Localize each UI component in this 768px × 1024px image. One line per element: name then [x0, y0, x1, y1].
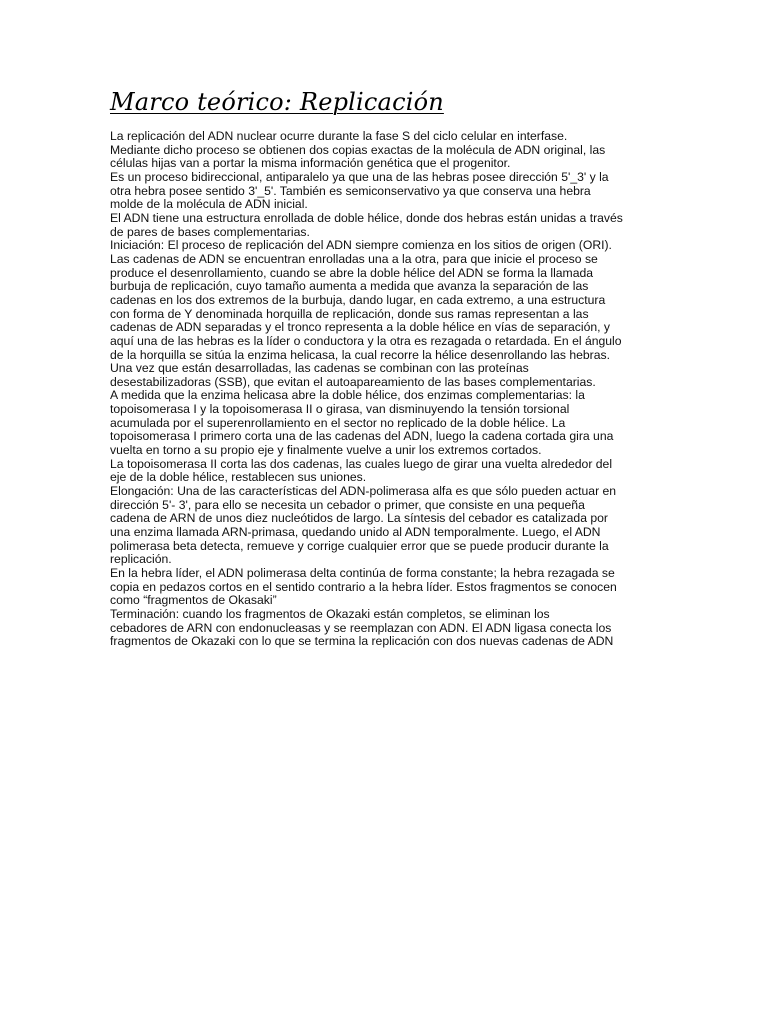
- body-line: acumulada por el superenrollamiento en el sector no replicado de la doble hélice. La: [110, 415, 566, 430]
- body-line: como “fragmentos de Okasaki”: [110, 593, 277, 608]
- body-line: otra hebra posee sentido 3'_5'. También es semiconservativo ya que conserva una hebra: [110, 183, 591, 198]
- document-body: [110, 130, 650, 649]
- body-line: cebadores de ARN con endonucleasas y se reemplazan con ADN. El ADN ligasa conecta los: [110, 620, 612, 635]
- body-line: cadenas de ADN separadas y el tronco representa a la doble hélice en vías de separación, y: [110, 320, 610, 335]
- body-line: polimerasa beta detecta, remueve y corrige cualquier error que se puede producir durante la: [110, 538, 609, 553]
- body-line: En la hebra líder, el ADN polimerasa delta continúa de forma constante; la hebra rezagada se: [110, 566, 615, 580]
- body-line: La topoisomerasa II corta las dos cadenas, las cuales luego de girar una vuelta alrededor del: [110, 456, 613, 471]
- body-line: Iniciación: El proceso de replicación del ADN siempre comienza en los sitios de origen (ORI).: [110, 238, 612, 253]
- body-line: produce el desenrollamiento, cuando se abre la doble hélice del ADN se forma la llamada: [110, 265, 594, 280]
- body-line: A medida que la enzima helicasa abre la doble hélice, dos enzimas complementarias: la: [110, 388, 585, 403]
- body-line: Las cadenas de ADN se encuentran enrolladas una a la otra, para que inicie el proceso se: [110, 251, 598, 266]
- body-line: cadenas en los dos extremos de la burbuja, dando lugar, en cada extremo, a una estructura: [110, 292, 606, 307]
- body-line: de la horquilla se sitúa la enzima helicasa, la cual recorre la hélice desenrollando las hebras.: [110, 347, 610, 362]
- body-line: Terminación: cuando los fragmentos de Okazaki están completos, se eliminan los: [110, 606, 550, 621]
- body-line: con forma de Y denominada horquilla de replicación, donde sus ramas representan a las: [110, 306, 589, 321]
- body-line: molde de la molécula de ADN inicial.: [110, 197, 308, 212]
- body-line: células hijas van a portar la misma información genética que el progenitor.: [110, 156, 511, 171]
- body-line: Una vez que están desarrolladas, las cadenas se combinan con las proteínas: [110, 361, 529, 376]
- document-page: [110, 86, 650, 649]
- body-line: topoisomerasa I primero corta una de las cadenas del ADN, luego la cadena cortada gira una: [110, 429, 614, 444]
- body-line: Elongación: Una de las características del ADN-polimerasa alfa es que sólo pueden actuar en: [110, 484, 617, 499]
- body-line: topoisomerasa I y la topoisomerasa II o girasa, van disminuyendo la tensión torsional: [110, 402, 570, 417]
- body-line: El ADN tiene una estructura enrollada de doble hélice, donde dos hebras están unidas a través: [110, 210, 623, 225]
- body-line: de pares de bases complementarias.: [110, 224, 310, 239]
- body-line: desestabilizadoras (SSB), que evitan el autoapareamiento de las bases complementarias.: [110, 374, 596, 389]
- body-line: eje de la doble hélice, restablecen sus uniones.: [110, 470, 367, 485]
- body-line: copia en pedazos cortos en el sentido contrario a la hebra líder. Estos fragmentos se conocen: [110, 579, 617, 594]
- body-line: Mediante dicho proceso se obtienen dos copias exactas de la molécula de ADN original, las: [110, 142, 606, 157]
- body-line: Es un proceso bidireccional, antiparalelo ya que una de las hebras posee dirección 5'_3' y la: [110, 169, 609, 184]
- body-line: fragmentos de Okazaki con lo que se termina la replicación con dos nuevas cadenas de ADN: [110, 634, 614, 649]
- body-line: La replicación del ADN nuclear ocurre durante la fase S del ciclo celular en interfase.: [110, 129, 568, 143]
- body-line: una enzima llamada ARN-primasa, quedando unido al ADN temporalmente. Luego, el ADN: [110, 525, 601, 540]
- body-line: replicación.: [110, 552, 172, 567]
- body-line: vuelta en torno a su propio eje y finalmente vuelve a unir los extremos cortados.: [110, 443, 542, 458]
- body-line: aquí una de las hebras es la líder o conductora y la otra es rezagada o retardada. En el ángulo: [110, 333, 622, 348]
- body-line: burbuja de replicación, cuyo tamaño aumenta a medida que avanza la separación de las: [110, 279, 589, 294]
- body-line: dirección 5'- 3', para ello se necesita un cebador o primer, que consiste en una pequeña: [110, 497, 585, 512]
- body-line: cadena de ARN de unos diez nucleótidos de largo. La síntesis del cebador es catalizada por: [110, 511, 608, 526]
- document-title: Marco teórico: Replicación: [110, 88, 444, 116]
